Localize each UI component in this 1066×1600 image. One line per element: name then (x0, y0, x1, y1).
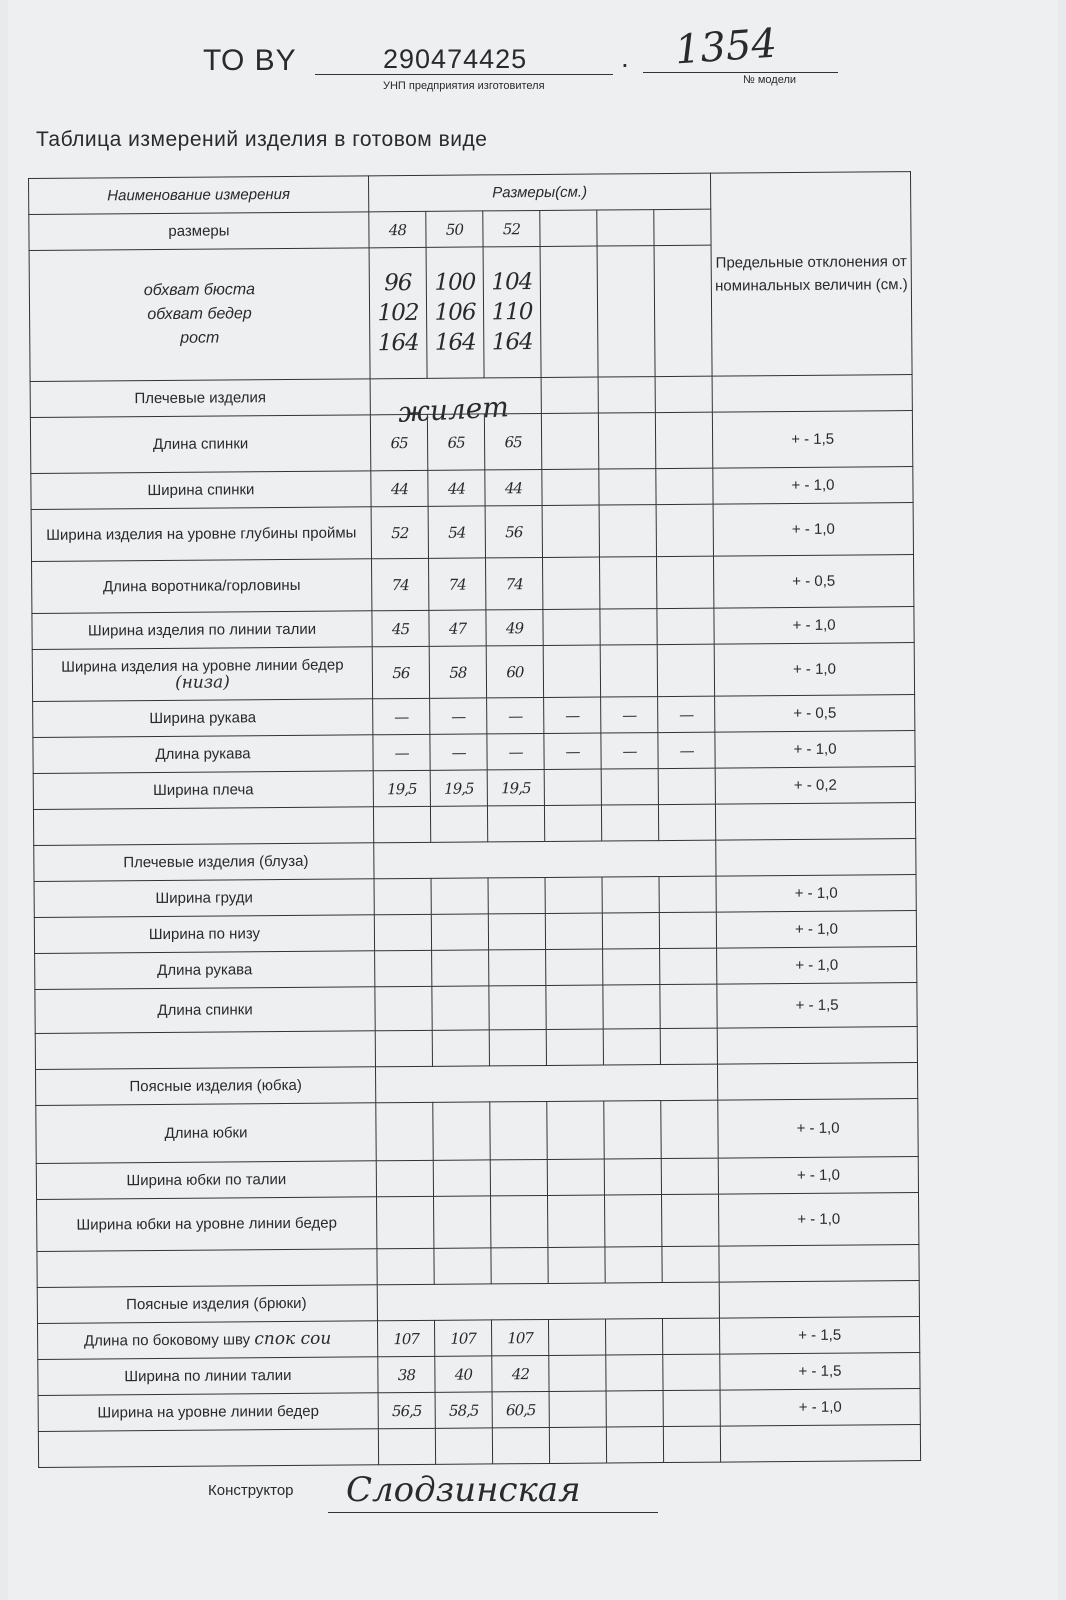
constructor-signature: Слодзинская (346, 1470, 581, 1510)
table-row: Ширина рукава — — — — — — + - 0,5 (33, 695, 915, 738)
table-row: Ширина изделия на уровне линии бедер (низа) 56 58 60 + - 1,0 (32, 643, 914, 702)
table-row (37, 1193, 919, 1252)
row-tolerance: + - 1,0 (714, 607, 914, 645)
row-tolerance: + - 1,0 (717, 947, 917, 985)
row-name: Ширина изделия на уровне глубины проймы (31, 507, 371, 562)
measure-label-hips: обхват бедер (147, 305, 252, 324)
header-separator: . (621, 42, 629, 73)
measures-size-48: 96 102 164 (369, 247, 427, 378)
row-tolerance: + - 0,5 (715, 695, 915, 733)
row-name: Ширина юбки по талии (36, 1161, 376, 1200)
row-name: Ширина рукава (33, 699, 373, 738)
section-title: Поясные изделия (юбка) (36, 1067, 376, 1106)
row-name: Ширина спинки (31, 471, 371, 510)
row-name: Ширина изделия на уровне линии бедер (низа) (32, 647, 372, 702)
table-row: Ширина по линии талии 38 40 42 + - 1,5 (38, 1353, 920, 1396)
row-tolerance: + - 1,0 (713, 503, 913, 557)
row-name: Ширина груди (34, 879, 374, 918)
document-title: Таблица измерений изделия в готовом виде (36, 128, 488, 151)
row-name: Длина воротника/горловины (32, 559, 372, 614)
row-name: Длина рукава (35, 951, 375, 990)
model-underline (643, 72, 838, 73)
row-name: Длина спинки (30, 415, 370, 474)
section-title: Плечевые изделия (блуза) (34, 843, 374, 882)
row-name: Ширина на уровне линии бедер (38, 1393, 378, 1432)
row-name-note: (низа) (174, 671, 230, 693)
row-tolerance: + - 1,0 (719, 1193, 919, 1247)
row-tolerance: + - 1,0 (713, 467, 913, 505)
section-note-vest: жилет (397, 390, 510, 429)
table-row (36, 1099, 918, 1164)
section-title: Плечевые изделия (30, 379, 370, 418)
table-row-empty (38, 1425, 920, 1468)
document-prefix: ТО BY (203, 44, 297, 77)
row-name: Ширина по линии талии (38, 1357, 378, 1396)
column-header-sizes: Размеры(см.) (368, 173, 710, 212)
row-tolerance: + - 1,0 (714, 643, 914, 697)
table-row: Длина спинки 65 65 65 + - 1,5 (30, 411, 912, 474)
signature-line (328, 1512, 658, 1513)
size-50: 50 (426, 211, 483, 247)
row-tolerance: + - 1,0 (716, 875, 916, 913)
row-tolerance: + - 1,0 (718, 1099, 918, 1159)
size-48: 48 (369, 211, 426, 247)
table-row: Длина рукава — — — — — — + - 1,0 (33, 731, 915, 774)
measure-label-height: рост (180, 329, 220, 347)
unp-caption: УНП предприятия изготовителя (383, 80, 545, 92)
measures-labels (29, 248, 370, 382)
row-name: Ширина изделия по линии талии (32, 611, 372, 650)
row-tolerance: + - 1,0 (720, 1389, 920, 1427)
column-header-deviation: Предельные отклонения от номинальных величин (см.) (711, 172, 913, 377)
row-name: Длина по боковому шву спок сои (37, 1321, 377, 1360)
size-52: 52 (483, 210, 540, 246)
sizes-label: размеры (29, 212, 369, 251)
unp-value: 290474425 (383, 44, 528, 74)
table-row (35, 983, 917, 1034)
measurement-table (28, 171, 921, 1468)
table-header-row (29, 172, 911, 215)
row-tolerance: + - 0,2 (715, 767, 915, 805)
measures-size-50: 100 106 164 (426, 247, 484, 378)
row-name: Ширина по низу (34, 915, 374, 954)
row-tolerance: + - 1,0 (718, 1157, 918, 1195)
row-tolerance: + - 1,5 (712, 411, 912, 469)
table-row: Ширина изделия на уровне глубины проймы 52 54 56 + - 1,0 (31, 503, 913, 562)
column-header-name: Наименование измерения (29, 176, 369, 215)
table-row: Ширина плеча 19,5 19,5 19,5 + - 0,2 (33, 767, 915, 810)
table-row: Ширина изделия по линии талии 45 47 49 + - 1,0 (32, 607, 914, 650)
document-sheet (8, 0, 1058, 1600)
table-row: Ширина на уровне линии бедер 56,5 58,5 60,5 + - 1,0 (38, 1389, 920, 1432)
row-name: Длина спинки (35, 987, 375, 1034)
row-tolerance: + - 1,0 (715, 731, 915, 769)
model-caption: № модели (743, 74, 797, 86)
measures-size-52: 104 110 164 (483, 246, 541, 377)
row-tolerance: + - 1,0 (716, 911, 916, 949)
table-row: Длина воротника/горловины 74 74 74 + - 0,5 (32, 555, 914, 614)
row-name: Длина рукава (33, 735, 373, 774)
row-tolerance: + - 0,5 (714, 555, 914, 609)
measure-label-bust: обхват бюста (143, 281, 256, 300)
row-tolerance: + - 1,5 (720, 1317, 920, 1355)
row-name: Длина юбки (36, 1103, 376, 1164)
table-row: Длина по боковому шву спок сои 107 107 107 + - 1,5 (37, 1317, 919, 1360)
constructor-label: Конструктор (208, 1482, 294, 1499)
document-header (203, 20, 843, 110)
row-tolerance: + - 1,5 (720, 1353, 920, 1391)
row-name: Ширина юбки на уровне линии бедер (37, 1197, 377, 1252)
section-title: Поясные изделия (брюки) (37, 1285, 377, 1324)
row-name: Ширина плеча (33, 771, 373, 810)
row-name-note: спок сои (254, 1328, 332, 1350)
row-tolerance: + - 1,5 (717, 983, 917, 1029)
model-number: 1354 (673, 20, 779, 74)
table-row: Ширина спинки 44 44 44 + - 1,0 (31, 467, 913, 510)
